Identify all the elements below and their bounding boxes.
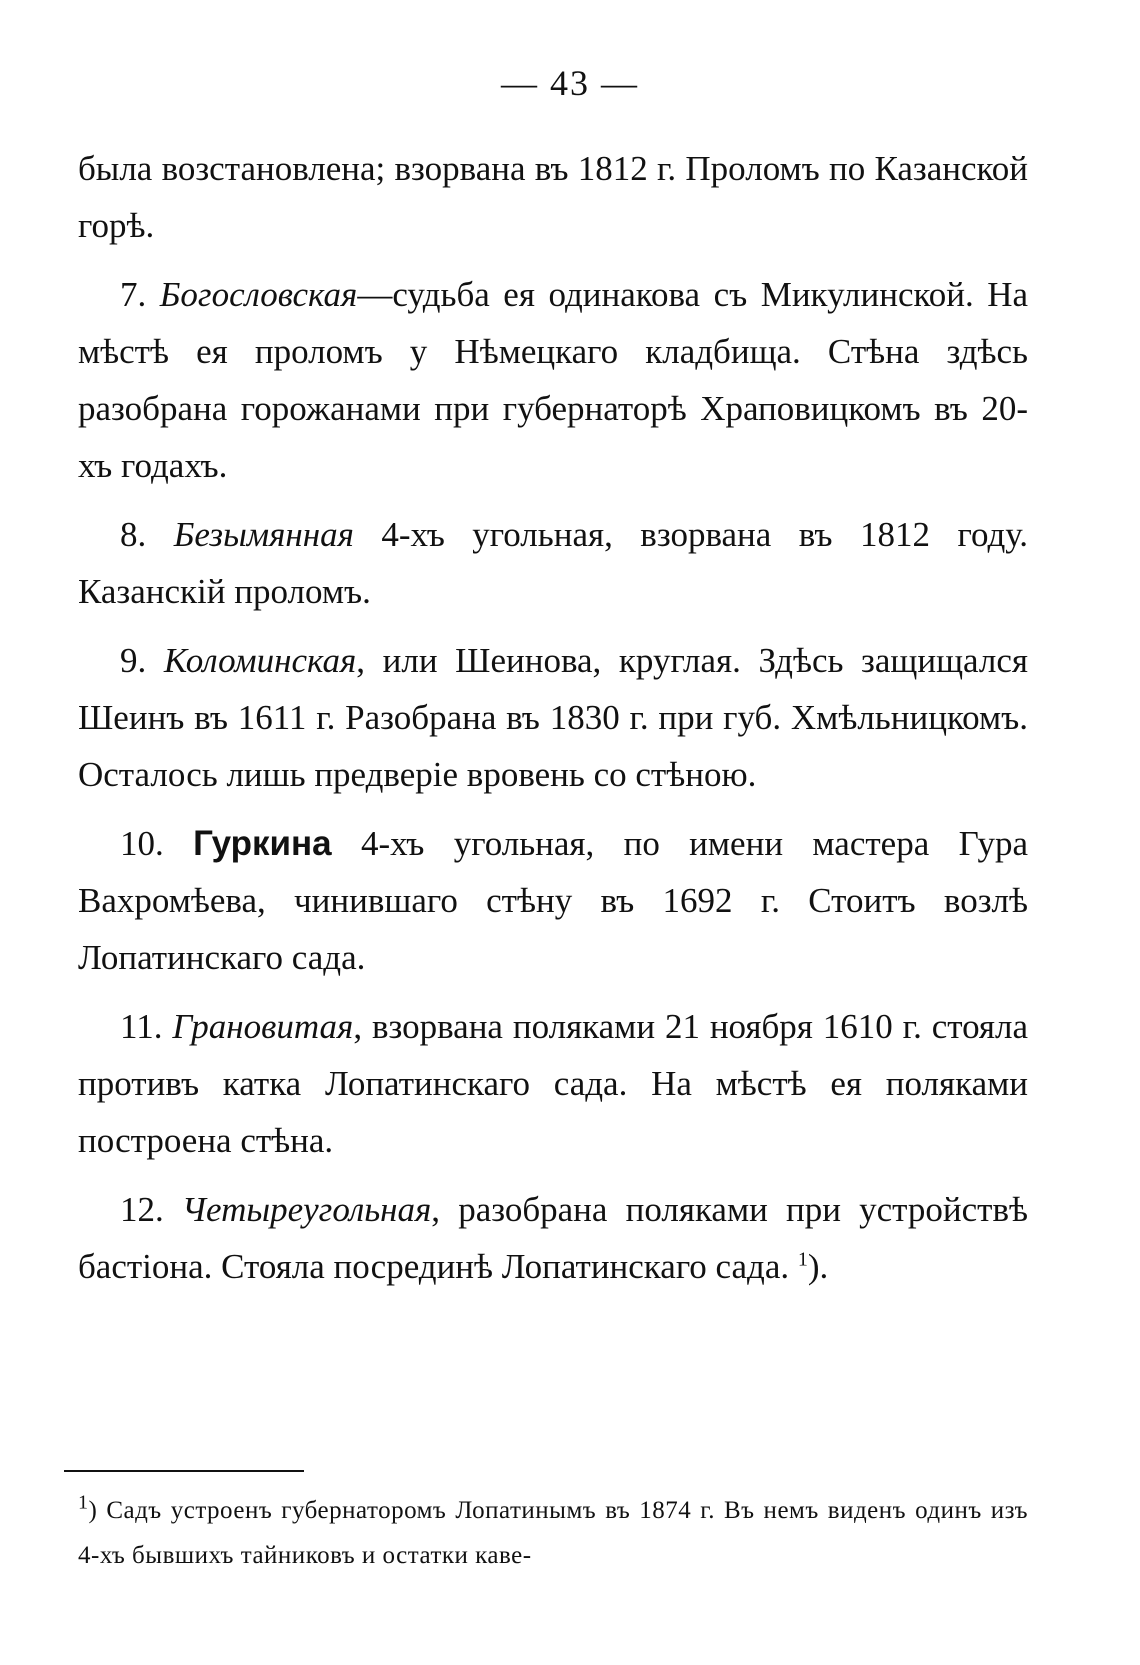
item-number: 9.: [120, 641, 147, 680]
footnote-marker: 1: [78, 1491, 89, 1514]
paragraph-tower-11: [78, 998, 1028, 1169]
paragraph-tower-10: [78, 815, 1028, 986]
paragraph-tower-8: [78, 506, 1028, 620]
paragraph-tower-12: [78, 1181, 1028, 1295]
tower-name: Гуркина: [193, 824, 332, 863]
page-number: — 43 —: [501, 63, 639, 103]
footnote: [78, 1488, 1028, 1578]
paragraph-continuation: [78, 140, 1028, 254]
footnote-divider: [64, 1470, 304, 1472]
item-number: 8.: [120, 515, 147, 554]
paragraph-text: —судьба ея одинакова съ Микулинской. На мѣстѣ ея проломъ у Нѣмецкаго кладбища. Стѣна здѣсь разобрана горожанами при губернаторѣ Храповицкомъ въ 20-хъ годахъ.: [78, 275, 1029, 485]
paragraph-text: была возстановлена; взорвана въ 1812 г. Проломъ по Казанской горѣ.: [78, 149, 1028, 245]
tower-name: Богословская: [159, 275, 358, 314]
tower-name: Безымянная: [173, 515, 354, 554]
paragraph-text: 4-хъ угольная, по имени мастера Гура Вахромѣева, чинившаго стѣну въ 1692 г. Стоитъ возлѣ Лопатинскаго сада.: [78, 824, 1029, 977]
paragraph-text: , разобрана поляками при устройствѣ бастіона. Стояла посрединѣ Лопатинскаго сада.: [78, 1190, 1028, 1286]
item-number: 7.: [120, 275, 147, 314]
tower-name: Четыреугольная: [181, 1190, 432, 1229]
paragraph-text: 4-хъ угольная, взорвана въ 1812 году. Казанскій проломъ.: [78, 515, 1028, 611]
paragraph-tower-9: [78, 632, 1028, 803]
item-number: 12.: [120, 1190, 164, 1229]
item-number: 10.: [120, 824, 164, 863]
tower-name: Коломинская: [163, 641, 357, 680]
item-number: 11.: [120, 1007, 163, 1046]
paragraph-text: , или Шеинова, круглая. Здѣсь защищался Шеинъ въ 1611 г. Разобрана въ 1830 г. при губ. Хмѣльницкомъ. Осталось лишь предверіе вровень со стѣною.: [78, 641, 1028, 794]
paragraph-tower-7: [78, 266, 1028, 494]
footnote-text: ) Садъ устроенъ губернаторомъ Лопатинымъ въ 1874 г. Въ немъ виденъ одинъ изъ 4-хъ бывшихъ тайниковъ и остатки каве-: [78, 1497, 1028, 1569]
tower-name: Грановитая: [172, 1007, 354, 1046]
paragraph-text: , взорвана поляками 21 ноября 1610 г. стояла противъ катка Лопатинскаго сада. На мѣстѣ ея поляками построена стѣна.: [78, 1007, 1029, 1160]
footnote-reference-tail: ).: [807, 1247, 829, 1286]
footnote-reference: 1: [797, 1248, 808, 1271]
main-text: [78, 140, 1028, 1307]
